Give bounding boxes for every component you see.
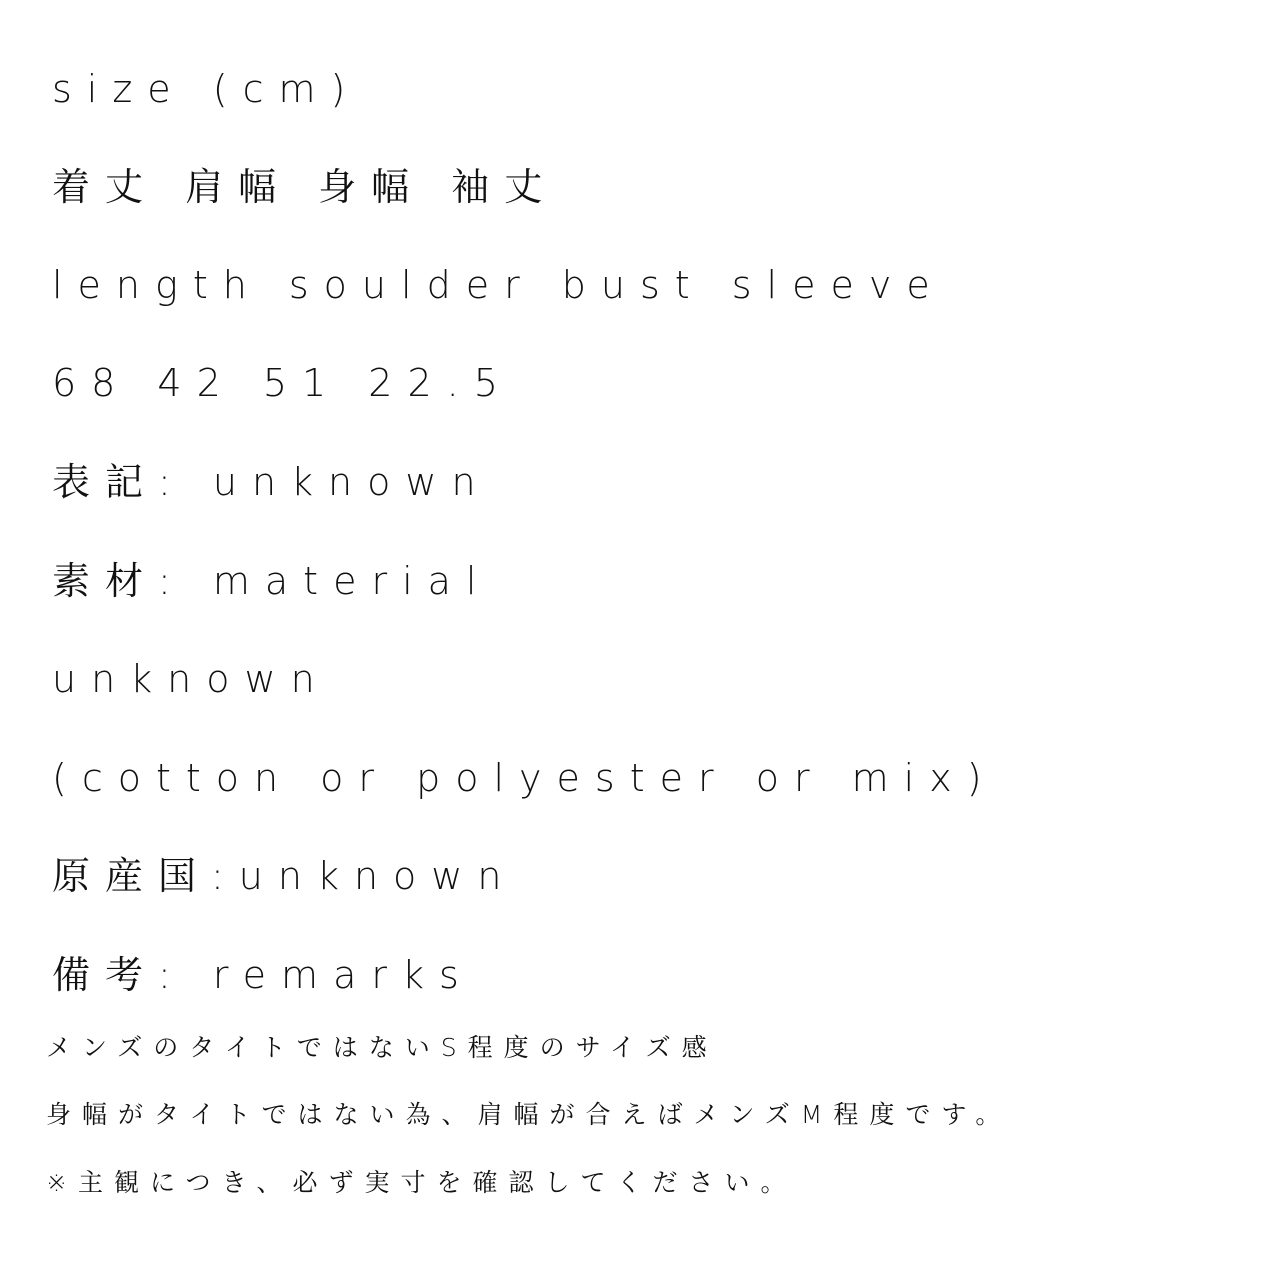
remark-line-2: 身幅がタイトではない為、肩幅が合えばメンズM程度です。 <box>46 1100 1012 1129</box>
size-unit-heading: size (cm) <box>52 67 361 111</box>
measurement-labels-en: length soulder bust sleeve <box>52 263 945 307</box>
measurement-values: 68 42 51 22.5 <box>52 361 513 405</box>
country-of-origin-line: 原産国:unknown <box>52 854 517 898</box>
label-size-line: 表記: unknown <box>52 460 491 504</box>
material-note: (cotton or polyester or mix) <box>52 756 997 800</box>
material-heading: 素材: material <box>52 559 492 603</box>
remark-line-3: ※主観につき、必ず実寸を確認してください。 <box>46 1168 797 1197</box>
remarks-heading: 備考: remarks <box>52 953 474 997</box>
material-value: unknown <box>52 657 330 701</box>
remark-line-1: メンズのタイトではないS程度のサイズ感 <box>46 1033 718 1062</box>
measurement-labels-ja: 着丈 肩幅 身幅 袖丈 <box>52 165 558 209</box>
